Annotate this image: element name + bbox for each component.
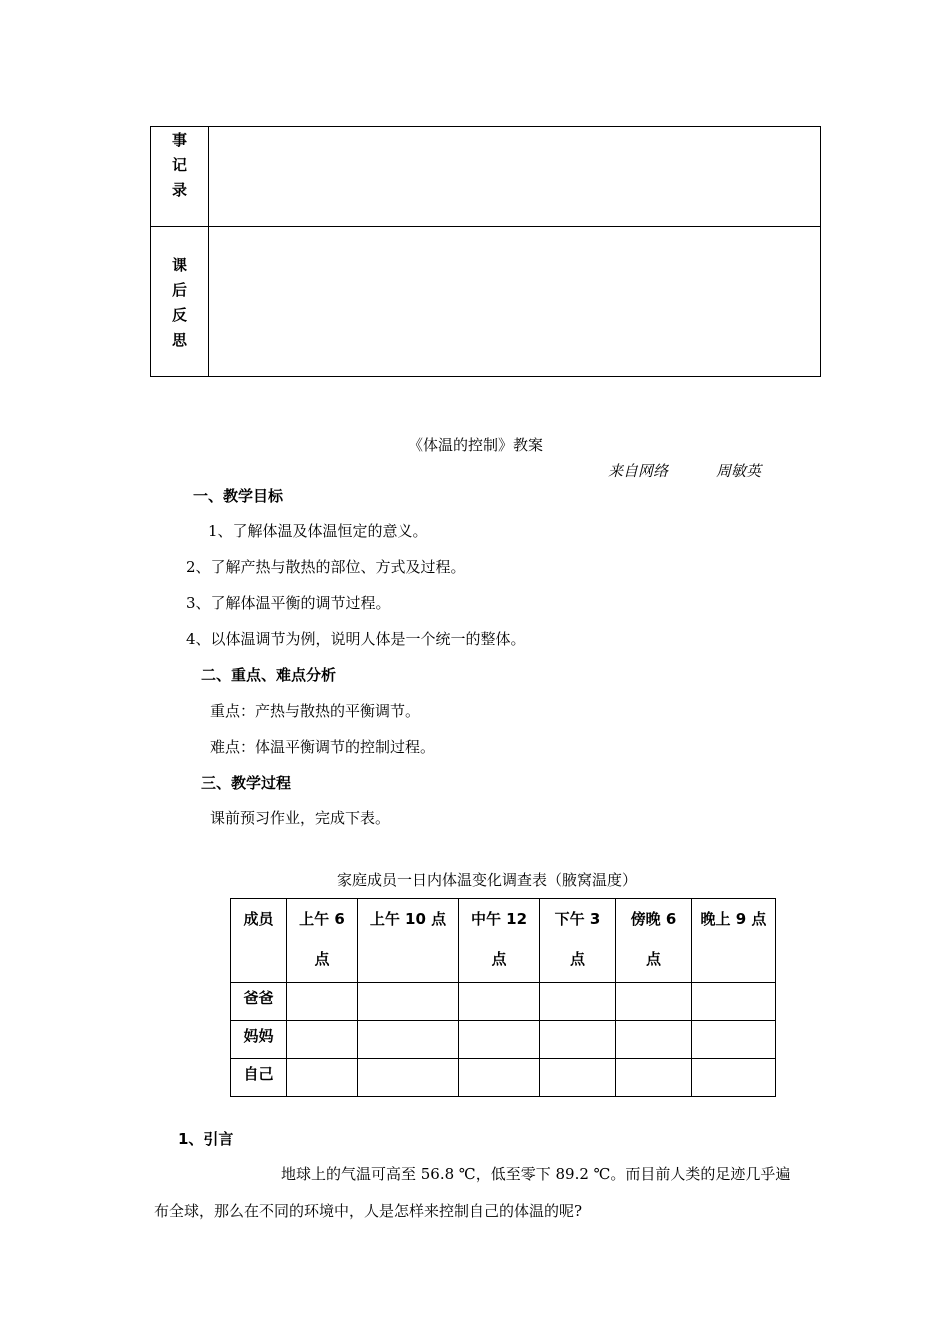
doc-author: 周敏英 [716,462,762,480]
temperature-cell[interactable] [540,1021,616,1059]
label-char: 反 [171,306,187,324]
goal-item: 1、了解体温及体温恒定的意义。 [208,522,428,540]
temperature-cell[interactable] [692,983,776,1021]
intro-line1: 地球上的气温可高至 56.8 ℃，低至零下 89.2 ℃。而目前人类的足迹几乎遍 [281,1165,791,1183]
goal-item: 3、了解体温平衡的调节过程。 [186,594,391,612]
header-cell: 下午 3 点 [540,899,616,983]
goal-item: 2、了解产热与散热的部位、方式及过程。 [186,558,466,576]
section2-heading: 二、重点、难点分析 [201,666,337,684]
record-row-reflection [151,227,821,377]
member-label: 自己 [231,1059,287,1097]
header-cell: 傍晚 6 点 [616,899,692,983]
temperature-cell[interactable] [616,1059,692,1097]
temperature-cell[interactable] [287,983,358,1021]
label-char: 录 [171,181,187,199]
label-char: 课 [171,256,187,274]
temperature-cell[interactable] [616,1021,692,1059]
table-row [231,1059,776,1097]
section3-heading: 三、教学过程 [201,774,292,792]
record-cell-events[interactable] [209,127,821,227]
label-char: 记 [171,156,187,174]
temperature-cell[interactable] [358,983,459,1021]
record-label-reflection [151,227,209,377]
survey-header-row [231,899,776,983]
header-cell: 成员 [231,899,287,983]
header-cell: 上午 6 点 [287,899,358,983]
temperature-cell[interactable] [540,983,616,1021]
temperature-cell[interactable] [358,1021,459,1059]
header-cell: 中午 12 点 [459,899,540,983]
difficult-point: 难点：体温平衡调节的控制过程。 [210,738,436,756]
homework-instruction: 课前预习作业，完成下表。 [210,809,391,827]
goal-item: 4、以体温调节为例，说明人体是一个统一的整体。 [186,630,526,648]
record-cell-reflection[interactable] [209,227,821,377]
temperature-cell[interactable] [358,1059,459,1097]
member-label: 爸爸 [231,983,287,1021]
doc-source: 来自网络 [608,462,669,480]
temperature-cell[interactable] [287,1059,358,1097]
header-cell: 上午 10 点 [358,899,459,983]
record-table [150,126,821,377]
intro-line2: 布全球，那么在不同的环境中，人是怎样来控制自己的体温的呢? [154,1202,583,1220]
label-char: 事 [171,131,187,149]
temperature-cell[interactable] [616,983,692,1021]
temperature-cell[interactable] [692,1021,776,1059]
member-label: 妈妈 [231,1021,287,1059]
temperature-cell[interactable] [459,1021,540,1059]
intro-heading: 1、引言 [178,1130,234,1148]
doc-title: 《体温的控制》教案 [408,436,544,454]
survey-table [230,898,776,1097]
table-row [231,1021,776,1059]
label-char: 思 [171,331,187,349]
section1-heading: 一、教学目标 [193,487,284,505]
temperature-cell[interactable] [459,983,540,1021]
label-char: 后 [171,281,187,299]
temperature-cell[interactable] [692,1059,776,1097]
table-row [231,983,776,1021]
temperature-cell[interactable] [540,1059,616,1097]
key-point: 重点：产热与散热的平衡调节。 [210,702,421,720]
temperature-cell[interactable] [459,1059,540,1097]
record-row-events [151,127,821,227]
table-caption: 家庭成员一日内体温变化调查表（腋窝温度） [337,871,638,889]
temperature-cell[interactable] [287,1021,358,1059]
record-label-events [151,127,209,227]
header-cell: 晚上 9 点 [692,899,776,983]
